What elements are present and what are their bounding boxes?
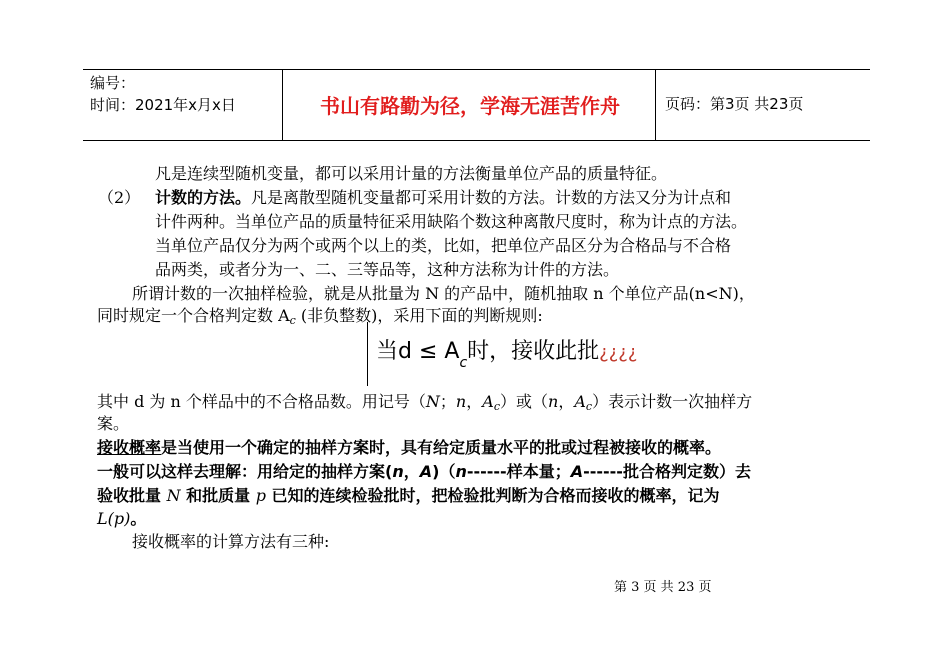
p4-comma2: ，	[558, 392, 575, 411]
formula-garbled-chars: ¿¿¿¿	[599, 342, 638, 363]
p4-line-2-text: 案。	[97, 414, 130, 433]
p4-N: N	[425, 392, 440, 411]
paragraph-1	[155, 164, 667, 184]
item-number: （2）	[98, 188, 141, 207]
header-page-info: 页码：第3页 共23页	[665, 95, 804, 113]
header-divider-right	[655, 70, 656, 140]
paragraph-2-text: 凡是离散型随机变量都可采用计数的方法。计数的方法又分为计点和	[251, 188, 732, 207]
p6-b: ，	[403, 462, 420, 481]
p4-n1: n	[455, 392, 467, 411]
formula-condition: 当d ≤ A	[376, 339, 460, 364]
paragraph-2-line-4	[155, 260, 619, 280]
paragraph-8	[97, 509, 146, 529]
paragraph-2-line-3	[155, 236, 731, 256]
p4-end: ）表示计数一次抽样方	[592, 392, 753, 411]
p4-A2: A	[574, 392, 586, 411]
header-number-label: 编号：	[90, 74, 136, 92]
p8-end: 。	[130, 509, 147, 528]
p6-A: A	[419, 462, 433, 481]
paragraph-6	[97, 462, 751, 482]
paragraph-2-line-4-text: 品两类，或者分为一、二、三等品等，这种方法称为计件的方法。	[155, 260, 620, 279]
p4-text-a: 其中 d 为 n 个样品中的不合格品数。用记号（	[97, 392, 426, 411]
p6-c: )（	[432, 462, 456, 481]
p6-A2: A	[570, 462, 584, 481]
p7-N: N	[166, 486, 181, 505]
p4-sub2: c	[585, 400, 593, 413]
p4-sub1: c	[493, 400, 500, 413]
header-meta	[90, 72, 236, 116]
p7-a: 验收批量	[97, 486, 167, 505]
paragraph-1-text: 凡是连续型随机变量，都可以采用计量的方法衡量单位产品的质量特征。	[155, 164, 668, 183]
p6-a: 一般可以这样去理解：用给定的抽样方案(	[97, 462, 393, 481]
paragraph-3-line-1-text: 所谓计数的一次抽样检验，就是从批量为 N 的产品中，随机抽取 n 个单位产品(n<N)，	[132, 284, 755, 303]
p6-e: ------批合格判定数）去	[583, 462, 751, 481]
paragraph-3-line-2-text-b: (非负整数)，采用下面的判断规则:	[295, 306, 543, 325]
paragraph-4-line-2	[97, 414, 129, 434]
p7-c: 已知的连续检验批时，把检验批判断为合格而接收的概率，记为	[265, 486, 720, 505]
p6-n: n	[392, 462, 404, 481]
term-acceptance-probability: 接收概率	[97, 438, 162, 457]
paragraph-2-line-3-text: 当单位产品仅分为两个或两个以上的类，比如，把单位产品区分为合格品与不合格	[155, 236, 732, 255]
p6-n2: n	[455, 462, 467, 481]
header-bottom-rule	[83, 140, 870, 141]
paragraph-3-line-1	[132, 284, 755, 304]
p7-p: p	[255, 486, 266, 505]
formula-brace	[367, 322, 374, 386]
section-heading: 计数的方法。	[155, 188, 252, 207]
paragraph-5	[97, 438, 721, 458]
paragraph-2-line-2	[155, 212, 747, 232]
lp-notation: L(p)	[97, 509, 131, 528]
acceptance-number-subscript: c	[289, 314, 296, 327]
header-motto: 书山有路勤为径，学海无涯苦作舟	[320, 94, 620, 118]
p6-d: ------样本量；	[466, 462, 571, 481]
p4-sep1: ；	[439, 392, 456, 411]
paragraph-3-line-2-text-a: 同时规定一个合格判定数 A	[97, 306, 290, 325]
paragraph-2-line-1	[98, 188, 731, 208]
formula-result: 时，接收此批	[467, 339, 600, 364]
p9-text: 接收概率的计算方法有三种:	[132, 532, 330, 551]
p7-b: 和批质量	[180, 486, 256, 505]
p4-mid: ）或（	[499, 392, 548, 411]
paragraph-3-line-2	[97, 306, 543, 331]
paragraph-2-line-2-text: 计件两种。当单位产品的质量特征采用缺陷个数这种离散尺度时，称为计点的方法。	[155, 212, 748, 231]
header-top-rule	[83, 69, 870, 70]
header-divider-left	[282, 70, 283, 140]
p4-n2: n	[548, 392, 559, 411]
p4-comma1: ，	[466, 392, 483, 411]
p4-A1: A	[482, 392, 494, 411]
paragraph-4-line-1	[97, 392, 752, 417]
paragraph-7	[97, 486, 720, 506]
footer-page-number: 第 3 页 共 23 页	[614, 580, 712, 595]
p5-definition: 是当使用一个确定的抽样方案时，具有给定质量水平的批或过程被接收的概率。	[161, 438, 722, 457]
decision-rule-formula	[376, 334, 637, 371]
paragraph-9	[132, 532, 329, 552]
header-date: 时间：2021年x月x日	[90, 96, 236, 114]
formula-subscript: c	[459, 355, 468, 371]
